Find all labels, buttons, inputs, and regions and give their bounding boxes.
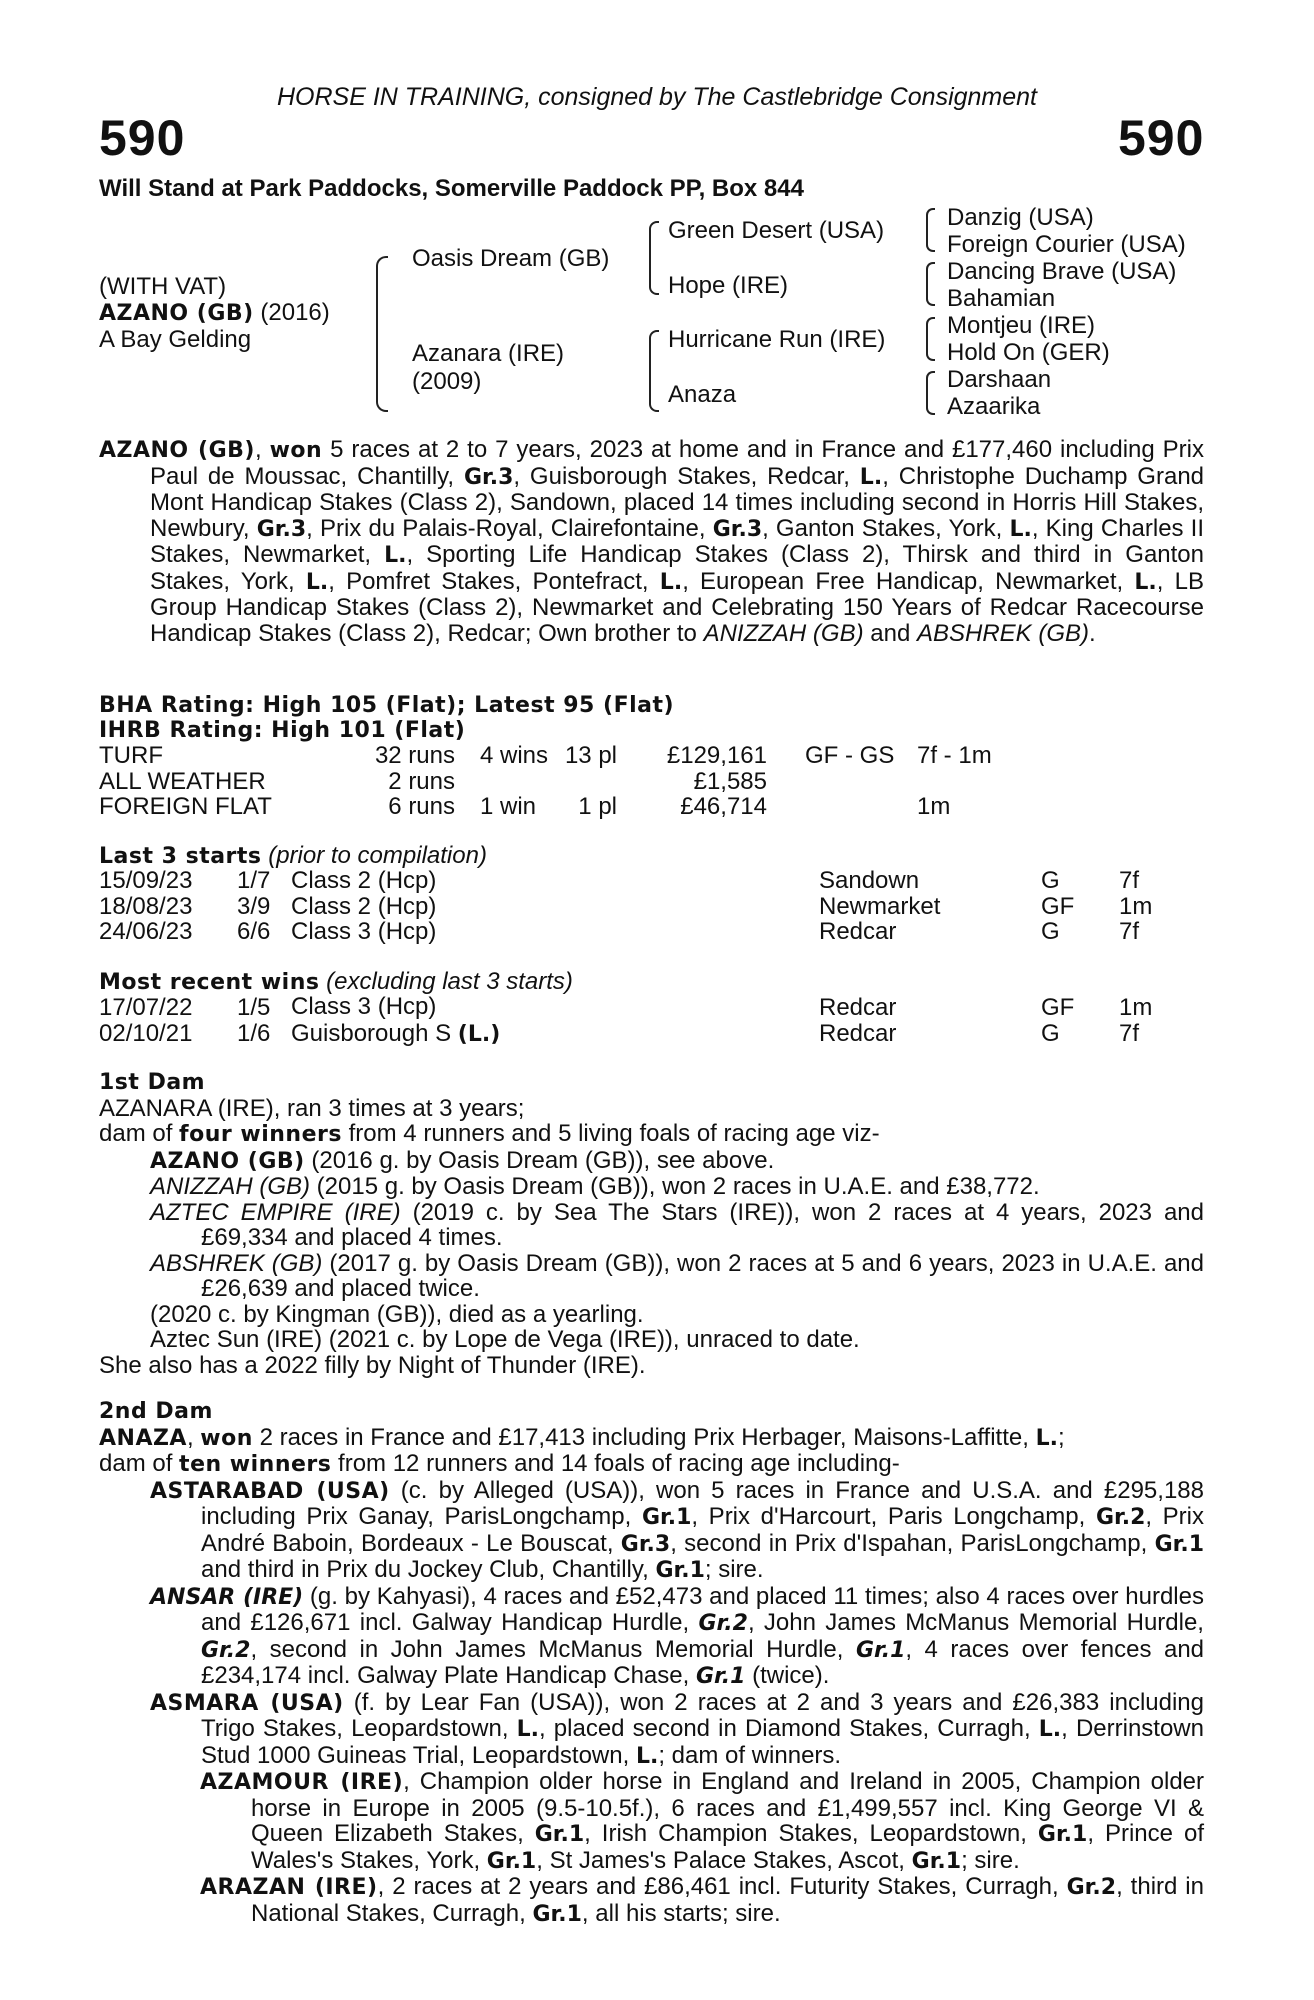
pedigree-brace-ss [926,208,935,252]
ssd: Foreign Courier (USA) [947,231,1186,258]
list-item: ANSAR (IRE) (g. by Kahyasi), 4 races and £52,473 and placed 11 times; also 4 races over hurdles and £126,671 incl. Galway Handicap Hurdle, Gr.2, John James McManus Memorial Hurdle, Gr.2, second in John James McManus Memorial Hurdle, Gr.1, 4 races over fences and £234,174 incl. Galway Plate Handicap Chase, Gr.1 (twice). [150,1582,1205,1689]
sire: Oasis Dream (GB) [412,245,610,272]
table-row: 17/07/22 1/5 Class 3 (Hcp) Redcar GF 1m [99,993,1153,1021]
bha-rating: BHA Rating: High 105 (Flat); Latest 95 (Flat) [99,693,675,718]
second-dam-section [99,1399,1204,1927]
ihrb-rating: IHRB Rating: High 101 (Flat) [99,718,466,743]
ratings-table [99,743,992,820]
list-item: ANIZZAH (GB) (2015 g. by Oasis Dream (GB)), won 2 races in U.A.E. and £38,772. [150,1173,1040,1200]
first-dam-heading: 1st Dam [99,1070,206,1095]
dam: Azanara (IRE) [412,340,565,367]
ddd: Azaarika [947,393,1041,420]
horse-description: A Bay Gelding [99,326,252,353]
second-dam-produce-intro: dam of ten winners from 12 runners and 14 foals of racing age including- [99,1450,900,1477]
list-item: Aztec Sun (IRE) (2021 c. by Lope de Vega (IRE)), unraced to date. [150,1326,860,1353]
dam-sire: Hurricane Run (IRE) [668,326,886,353]
dss: Montjeu (IRE) [947,312,1096,339]
sss: Danzig (USA) [947,204,1094,231]
dam-year: (2009) [412,368,482,395]
table-row: 18/08/23 3/9 Class 2 (Hcp) Newmarket GF 1m [99,892,1153,920]
first-dam-section [99,1070,1204,1378]
table-row: 02/10/21 1/6 Guisborough S (L.) Redcar G 7f [99,1019,1140,1047]
sire-dam: Hope (IRE) [668,272,789,299]
summary-won: won [269,438,323,463]
last3-heading: Last 3 starts (prior to compilation) [99,842,487,869]
list-item: ASMARA (USA) (f. by Lear Fan (USA)), won 2 races at 2 and 3 years and £26,383 including Trigo Stakes, Leopardstown, L., placed second in Diamond Stakes, Curragh, L., Derrinstown Stud 1000 Guineas Trial, Leopardstown, L.; dam of winners. [150,1688,1204,1769]
table-row: 24/06/23 6/6 Class 3 (Hcp) Redcar G 7f [99,918,1140,945]
list-item: (2020 c. by Kingman (GB)), died as a yearling. [150,1300,644,1328]
pedigree-brace-dd [926,371,935,415]
pedigree-brace-sd [926,262,935,306]
horse-year: (2016) [260,299,330,326]
sds: Dancing Brave (USA) [947,258,1177,285]
dam-dam: Anaza [668,381,737,408]
catalogue-header: HORSE IN TRAINING, consigned by The Castlebridge Consignment [276,83,1038,111]
first-dam-produce-intro: dam of four winners from 4 runners and 5 living foals of racing age viz- [99,1120,880,1147]
table-row: TURF 32 runs 4 wins 13 pl £129,161 GF - GS 7f - 1m [99,742,992,769]
list-item: ABSHREK (GB) (2017 g. by Oasis Dream (GB)), won 2 races at 5 and 6 years, 2023 in U.A.E. and £26,639 and placed twice. [150,1249,1205,1302]
dds: Darshaan [947,366,1052,393]
pedigree-brace-ds [926,317,935,361]
vat-note: (WITH VAT) [99,273,227,300]
recent-heading: Most recent wins (excluding last 3 starts) [99,968,573,995]
horse-title [99,300,330,327]
dsd: Hold On (GER) [947,339,1110,366]
second-dam-heading: 2nd Dam [99,1399,213,1424]
pedigree-brace-dam [649,330,659,412]
table-row: 15/09/23 1/7 Class 2 (Hcp) Sandown G 7f [99,867,1140,894]
list-item: ARAZAN (IRE), 2 races at 2 years and £86,461 incl. Futurity Stakes, Curragh, Gr.2, third in National Stakes, Curragh, Gr.1, all his starts; sire. [200,1873,1204,1927]
pedigree-brace-sire [649,221,659,295]
lot-number-left: 590 [99,110,186,166]
last3-table [99,868,1152,945]
sire-sire: Green Desert (USA) [668,217,885,244]
list-item: AZAMOUR (IRE), Champion older horse in England and Ireland in 2005, Champion older horse in Europe in 2005 (9.5-10.5f.), 6 races and £1,499,557 incl. King George VI & Queen Elizabeth Stakes, Gr.1, Irish Champion Stakes, Leopardstown, Gr.1, Prince of Wales's Stakes, York, Gr.1, St James's Palace Stakes, Ascot, Gr.1; sire. [200,1768,1205,1874]
first-dam-line: AZANARA (IRE), ran 3 times at 3 years; [99,1094,525,1122]
pedigree-brace-main [376,256,388,412]
summary-horse-name: AZANO (GB) [99,438,255,463]
race-summary: AZANO (GB), won 5 races at 2 to 7 years, 2023 at home and in France and £177,460 including Prix Paul de Moussac, Chantilly, Gr.3, Guisborough Stakes, Redcar, L., Christophe Duchamp Grand Mont Handicap Stakes (Class 2), Sandown, placed 14 times including second in Horris Hill Stakes, Newbury, Gr.3, Prix du Palais-Royal, Clairefontaine, Gr.3, Ganton Stakes, York, L., King Charles II Stakes, Newmarket, L., Sporting Life Handicap Stakes (Class 2), Thirsk and third in Ganton Stakes, York, L., Pomfret Stakes, Pontefract, L., European Free Handicap, Newmarket, L., LB Group Handicap Stakes (Class 2), Newmarket and Celebrating 150 Years of Redcar Racecourse Handicap Stakes (Class 2), Redcar; Own brother to ANIZZAH (GB) and ABSHREK (GB). [99,436,1205,647]
table-row: ALL WEATHER 2 runs £1,585 [99,767,767,795]
first-dam-note: She also has a 2022 filly by Night of Thunder (IRE). [99,1351,646,1379]
lot-number-right: 590 [1118,110,1205,166]
recent-table [99,994,1152,1047]
second-dam-line: ANAZA, won 2 races in France and £17,413 including Prix Herbager, Maisons-Laffitte, L.; [99,1423,1065,1451]
stand-location: Will Stand at Park Paddocks, Somerville Paddock PP, Box 844 [99,175,804,202]
table-row: FOREIGN FLAT 6 runs 1 win 1 pl £46,714 1m [99,793,951,820]
list-item: AZTEC EMPIRE (IRE) (2019 c. by Sea The Stars (IRE)), won 2 races at 4 years, 2023 and £69,334 and placed 4 times. [150,1198,1204,1251]
list-item: AZANO (GB) (2016 g. by Oasis Dream (GB)), see above. [150,1146,775,1174]
sdd: Bahamian [947,285,1056,312]
horse-name: AZANO (GB) [99,301,254,326]
list-item: ASTARABAD (USA) (c. by Alleged (USA)), won 5 races in France and U.S.A. and £295,188 including Prix Ganay, ParisLongchamp, Gr.1, Prix d'Harcourt, Paris Longchamp, Gr.2, Prix André Baboin, Bordeaux - Le Bouscat, Gr.3, second in Prix d'Ispahan, ParisLongchamp, Gr.1 and third in Prix du Jockey Club, Chantilly, Gr.1; sire. [150,1476,1205,1583]
